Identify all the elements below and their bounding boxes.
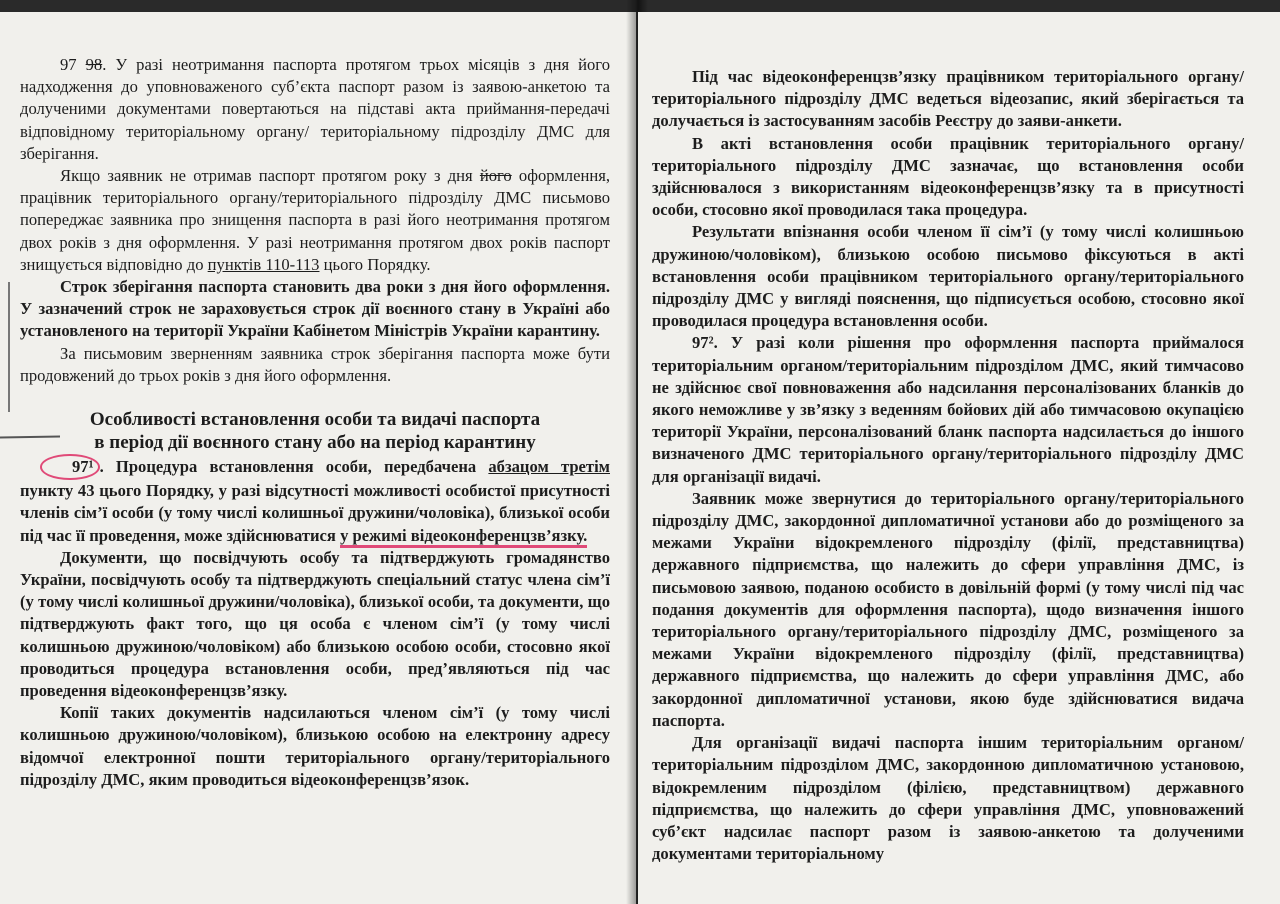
circled-item-number: 97¹ [40,454,100,480]
paragraph-act: В акті встановлення особи працівник територіального органу/територіального підрозділу ДМС зазначає, що встановлення особи здійснювалося з використанням відеоконференцзв’язку та в присутності особи, стосовно якої проводилася така процедура. [652,133,1244,220]
paragraph-copies: Копії таких документів надсилаються членом сім’ї (у тому числі колишньою дружиною/чоловіком), близькою особою на електронну адресу відомчої електронної пошти територіального органу/територіального підрозділу ДМС, яким проводиться відеоконференцзв’язок. [20,703,610,789]
paragraph-recognition: Результати впізнання особи членом її сім’ї (у тому числі колишньою дружиною/чоловіком), близькою особою письмово фіксуються в акті встановлення особи працівником територіального органу/територіального підрозділу ДМС у вигляді пояснення, що підписується особою, стосовно якої проводилася процедура встановлення особи. [652,222,1244,331]
reference-link[interactable]: абзацом третім [488,457,610,477]
paragraph-documents: Документи, що посвідчують особу та підтверджують громадянство України, посвідчують особу та підтверджують спеціальний статус члена сім’ї (у тому числі колишньої дружини/чоловіка), близької особи, та документи, що підтверджують факт того, що ця особа є членом сім’ї (у тому числі колишньою дружиною/чоловіком) або близькою особою особи, стосовно якої проводиться процедура встановлення особи, пред’являються під час проведення відеоконференцзв’язку. [20,547,610,701]
paragraph-text: оформлення, працівник територіального органу/територіального підрозділу ДМС письмово попереджає заявника про знищення паспорта в разі його неотримання протягом двох років з дня оформлення. У разі неотримання протягом двох років паспорт знищується відповідно до [20,166,610,274]
paragraph-text: . Процедура встановлення особи, передбачена [99,457,489,477]
item-number: 97 [60,55,77,74]
item-number: 97² [692,333,714,353]
struck-word: його [479,166,512,186]
highlighted-text: у режимі відеоконференцзв’язку. [340,526,587,548]
paragraph-text: . У разі неотримання паспорта протягом трьох місяців з дня його надходження до уповноваженого суб’єкта паспорт разом із заявою-анкетою та долученими документами повертаються на підставі акта приймання-передачі відповідному територіальному органу/ територіальному підрозділу ДМС для зберігання. [20,55,610,163]
section-heading [20,409,610,454]
paragraph-text: Якщо заявник не отримав паспорт протягом року з дня [60,166,480,186]
paragraph-applicant: Заявник може звернутися до територіального органу/територіального підрозділу ДМС, закордонної дипломатичної установи або до розміщеного за межами України відокремленого підрозділу (філії, представництва) державного підприємства, що належить до сфери управління ДМС, із письмовою заявою, поданою особисто в довільній формі (у тому числі під час подання документів для оформлення паспорта), щодо визначення іншого територіального органу/територіального підрозділу ДМС, розміщеного за межами України відокремленого підрозділу (філії, представництва) державного підприємства, що належить до сфери управління ДМС, або закордонної дипломатичної установи, якою буде здійснюватися видача паспорта. [652,488,1244,730]
paragraph-extension: За письмовим зверненням заявника строк зберігання паспорта може бути продовжений до трьох років з дня його оформлення. [20,343,610,385]
reference-link[interactable]: пунктів 110-113 [207,254,320,274]
paragraph-organization: Для організації видачі паспорта іншим територіальним органом/територіальним підрозділом ДМС, закордонною дипломатичною установою, відокремленим підрозділом (філією, представництвом) державного підприємства, що належить до сфери управління ДМС, уповноважений суб’єкт надсилає паспорт разом із заявою-анкетою та долученими документами територіальному [652,733,1244,864]
paragraph-97-2 [652,332,1244,487]
paragraph-text: цього Порядку. [319,254,431,274]
struck-item-number: 98 [85,55,103,74]
paragraph-97 [20,54,610,165]
heading-line-1: Особливості встановлення особи та видачі паспорта [89,409,541,431]
heading-line-2: в період дії воєнного стану або на період карантину [94,431,536,453]
paragraph-not-received [20,165,610,276]
paragraph-text: пункту 43 цього Порядку, у разі відсутності можливості особистої присутності членів сім’ї особи (у тому числі колишньої дружини/чоловіка), близької особи під час її проведення, може здійснюватися [20,481,610,545]
paragraph-97-1 [20,454,610,547]
right-page [638,12,1280,904]
left-page [0,12,636,904]
pencil-mark [8,282,10,412]
paragraph-storage-term: Строк зберігання паспорта становить два роки з дня його оформлення. У зазначений строк не зараховується строк дії воєнного стану в Україні або установленого на території України Кабінетом Міністрів України карантину. [20,277,610,341]
paragraph-video-record: Під час відеоконференцзв’язку працівником територіального органу/територіального підрозділу ДМС ведеться відеозапис, який зберігається та долучається із застосуванням засобів Реєстру до заяви-анкети. [652,67,1244,131]
paragraph-text: . У разі коли рішення про оформлення паспорта приймалося територіальним органом/територіальним підрозділом ДМС, який тимчасово не здійснює свої повноваження або надсилання персоналізованих бланків до якого неможливе у зв’язку з веденням бойових дій або тимчасовою окупацією території України, персоналізований бланк паспорта надсилається до іншого визначеного ДМС територіального органу/територіального підрозділу ДМС для організації видачі. [652,333,1244,486]
